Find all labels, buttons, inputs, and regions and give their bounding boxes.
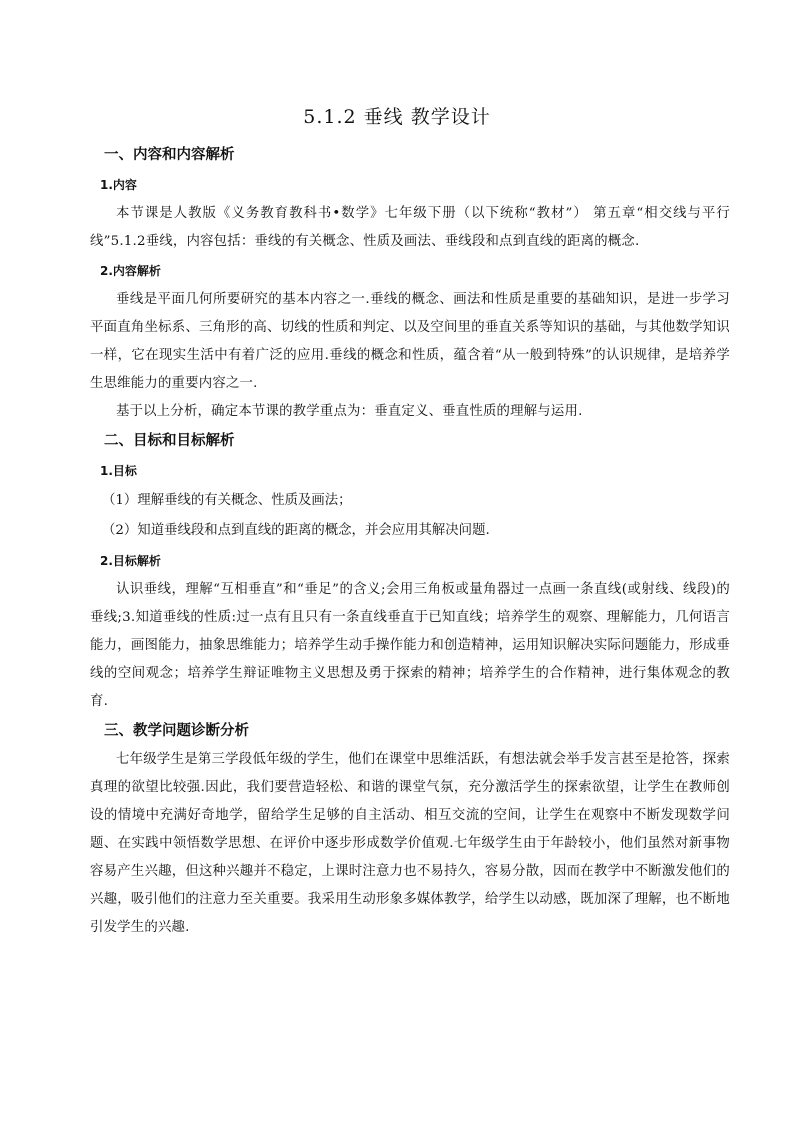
paragraph-problem-diagnosis: 七年级学生是第三学段低年级的学生，他们在课堂中思维活跃，有想法就会举手发言甚至是抢答，探索真理的欲望比较强.因此，我们要营造轻松、和谐的课堂气氛，充分激活学生的探索欲望，让学生在教师创设的情境中充满好奇地学，留给学生足够的自主活动、相互交流的空间，让学生在观察中不断发现数学问题、在实践中领悟数学思想、在评价中逐步形成数学价值观.七年级学生由于年龄较小，他们虽然对新事物容易产生兴趣，但这种兴趣并不稳定，上课时注意力也不易持久，容易分散，因而在教学中不断激发他们的兴趣，吸引他们的注意力至关重要。我采用生动形象多媒体教学，给学生以动感，既加深了理解，也不断地引发学生的兴趣. (90, 752, 730, 935)
paragraph-content-analysis: 垂线是平面几何所要研究的基本内容之一.垂线的概念、画法和性质是重要的基础知识，是进一步学习平面直角坐标系、三角形的高、切线的性质和判定、以及空间里的垂直关系等知识的基础，与其他数学知识一样，它在现实生活中有着广泛的应用.垂线的概念和性质，蕴含着“从一般到特殊”的认识规律，是培养学生思维能力的重要内容之一. (90, 292, 730, 391)
section-heading-goals-analysis: 二、目标和目标解析 (104, 433, 235, 449)
subsection-heading-content-analysis: 2.内容解析 (100, 264, 161, 278)
subsection-heading-goal-analysis: 2.目标解析 (100, 554, 161, 568)
paragraph-content: 本节课是人教版《义务教育教科书•数学》七年级下册（以下统称“教材”） 第五章“相交线与平行线”5.1.2垂线，内容包括：垂线的有关概念、性质及画法、垂线段和点到直线的距离的概念. (90, 206, 730, 249)
paragraph-teaching-focus: 基于以上分析，确定本节课的教学重点为：垂直定义、垂直性质的理解与运用. (116, 404, 583, 419)
subsection-heading-goals: 1.目标 (100, 464, 137, 478)
goal-item-2: （2）知道垂线段和点到直线的距离的概念，并会应用其解决问题. (102, 523, 490, 538)
goal-item-1: （1）理解垂线的有关概念、性质及画法； (102, 493, 352, 508)
section-heading-content-analysis: 一、内容和内容解析 (104, 147, 235, 163)
document-body (90, 140, 730, 942)
paragraph-goal-analysis: 认识垂线，理解“互相垂直”和“垂足”的含义;会用三角板或量角器过一点画一条直线(或射线、线段)的垂线;3.知道垂线的性质:过一点有且只有一条直线垂直于已知直线；培养学生的观察、理解能力，几何语言能力，画图能力，抽象思维能力；培养学生动手操作能力和创造精神，运用知识解决实际问题能力，形成垂线的空间观念；培养学生辩证唯物主义思想及勇于探索的精神；培养学生的合作精神，进行集体观念的教育. (90, 582, 730, 709)
subsection-heading-content: 1.内容 (100, 178, 137, 192)
document-title: 5.1.2 垂线 教学设计 (303, 106, 491, 128)
section-heading-problem-diagnosis: 三、教学问题诊断分析 (104, 723, 249, 739)
